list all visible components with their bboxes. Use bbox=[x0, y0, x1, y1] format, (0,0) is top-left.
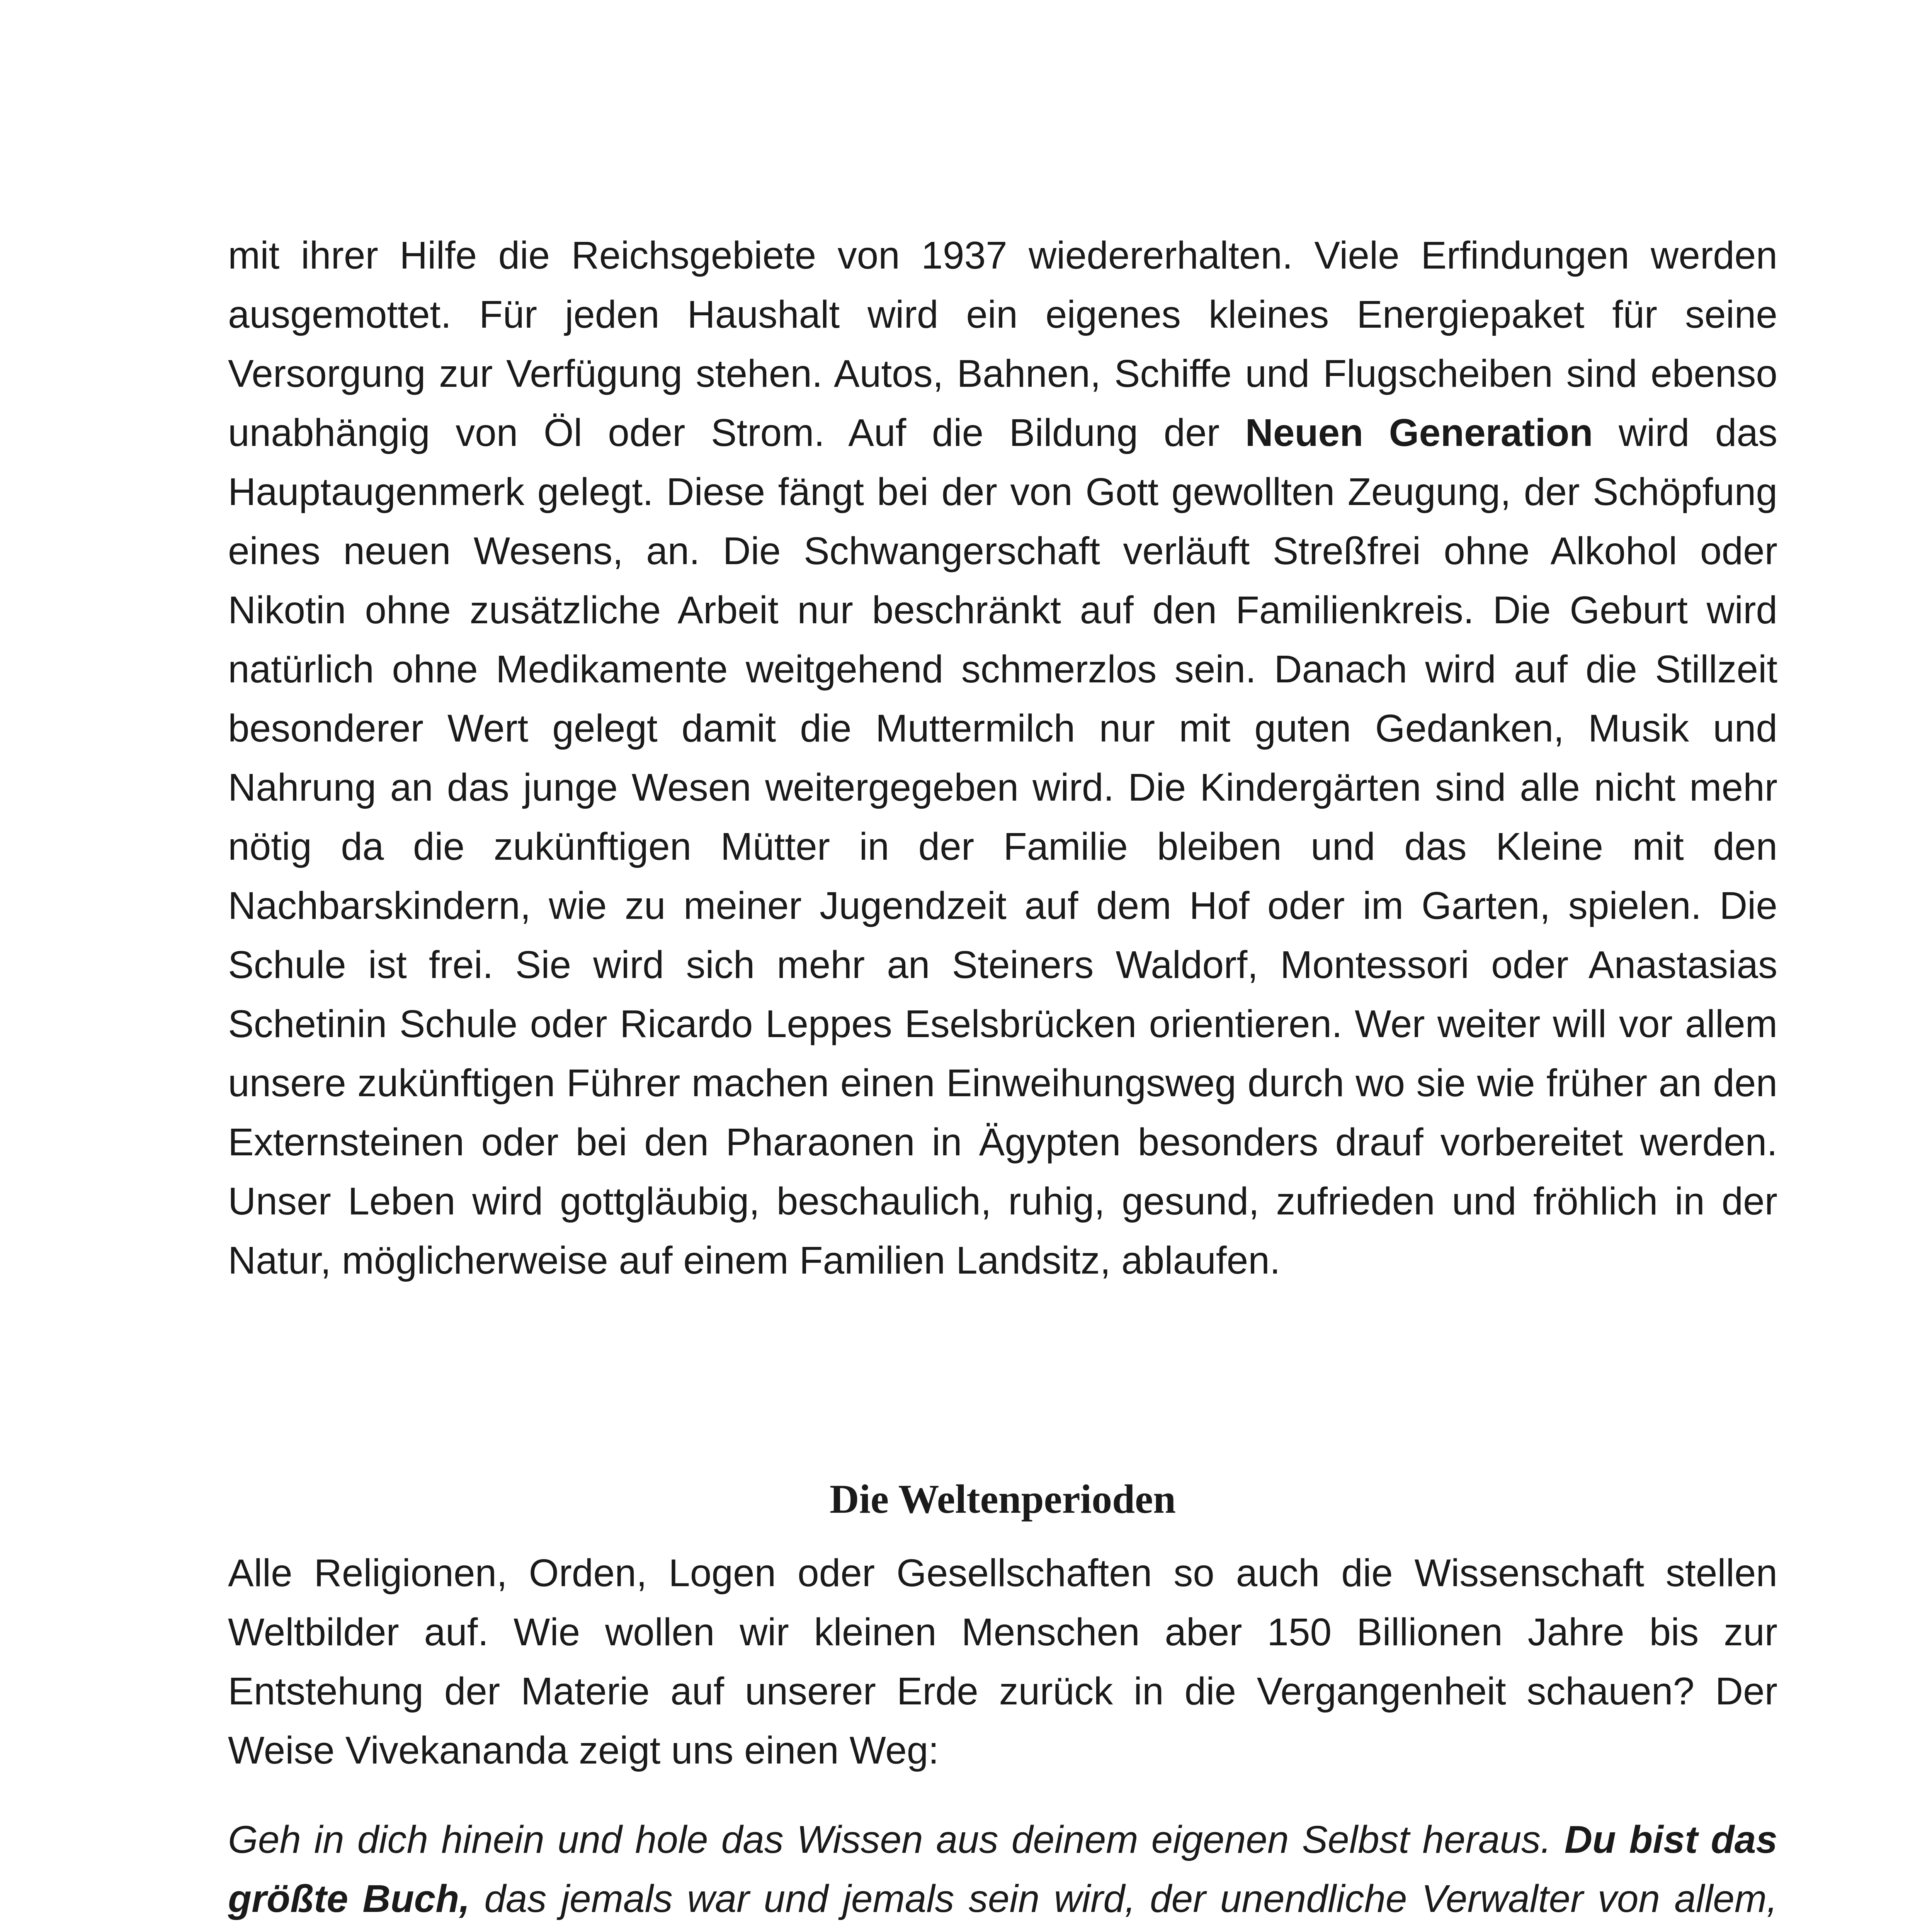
quote-paragraph-1 bbox=[228, 1810, 1777, 1932]
quote-1-bold-phrase: Du bist das größte Buch, bbox=[228, 1818, 1777, 1920]
quote-1-text-start: Geh in dich hinein und hole das Wissen aus deinem eigenen Selbst heraus. bbox=[228, 1818, 1565, 1861]
paragraph-1-text-start: mit ihrer Hilfe die Reichsgebiete von 1937 wiedererhalten. Viele Erfindungen werden ausgemottet. Für jeden Haushalt wird ein eigenes kleines Energiepaket für seine Versorgung zur Verfügung stehen. Autos, Bahnen, Schiffe und Flugscheiben sind ebenso unabhängig von Öl oder Strom. Auf die Bildung der bbox=[228, 234, 1777, 454]
paragraph-1-text-end: wird das Hauptaugenmerk gelegt. Diese fängt bei der von Gott gewollten Zeugung, der Schöpfung eines neuen Wesens, an. Die Schwangerschaft verläuft Streßfrei ohne Alkohol oder Nikotin ohne zusätzliche Arbeit nur beschränkt auf den Familienkreis. Die Geburt wird natürlich ohne Medikamente weitgehend schmerzlos sein. Danach wird auf die Stillzeit besonderer Wert gelegt damit die Muttermilch nur mit guten Gedanken, Musik und Nahrung an das junge Wesen weitergegeben wird. Die Kindergärten sind alle nicht mehr nötig da die zukünftigen Mütter in der Familie bleiben und das Kleine mit den Nachbarskindern, wie zu meiner Jugendzeit auf dem Hof oder im Garten, spielen. Die Schule ist frei. Sie wird sich mehr an Steiners Waldorf, Montessori oder Anastasias Schetinin Schule oder Ricardo Leppes Eselsbrücken orientieren. Wer weiter will vor allem unsere zukünftigen Führer machen einen Einweihungsweg durch wo sie wie früher an den Externsteinen oder bei den Pharaonen in Ägypten besonders drauf vorbereitet werden. Unser Leben wird gottgläubig, beschaulich, ruhig, gesund, zufrieden und fröhlich in der Natur, möglicherweise auf einem Familien Landsitz, ablaufen. bbox=[228, 411, 1777, 1282]
paragraph-1-bold-phrase: Neuen Generation bbox=[1245, 411, 1593, 454]
section-heading: Die Weltenperioden bbox=[829, 1476, 1176, 1522]
body-paragraph-1 bbox=[228, 226, 1777, 1290]
quote-1-text-end: das jemals war und jemals sein wird, der unendliche Verwalter von allem, bbox=[484, 1877, 1777, 1920]
body-paragraph-2: Alle Religionen, Orden, Logen oder Gesellschaften so auch die Wissenschaft stellen Weltbilder auf. Wie wollen wir kleinen Menschen aber 150 Billionen Jahre bis zur Entstehung der Materie auf unserer Erde zurück in die Vergangenheit schauen? Der Weise Vivekananda zeigt uns einen Weg: bbox=[228, 1551, 1777, 1772]
